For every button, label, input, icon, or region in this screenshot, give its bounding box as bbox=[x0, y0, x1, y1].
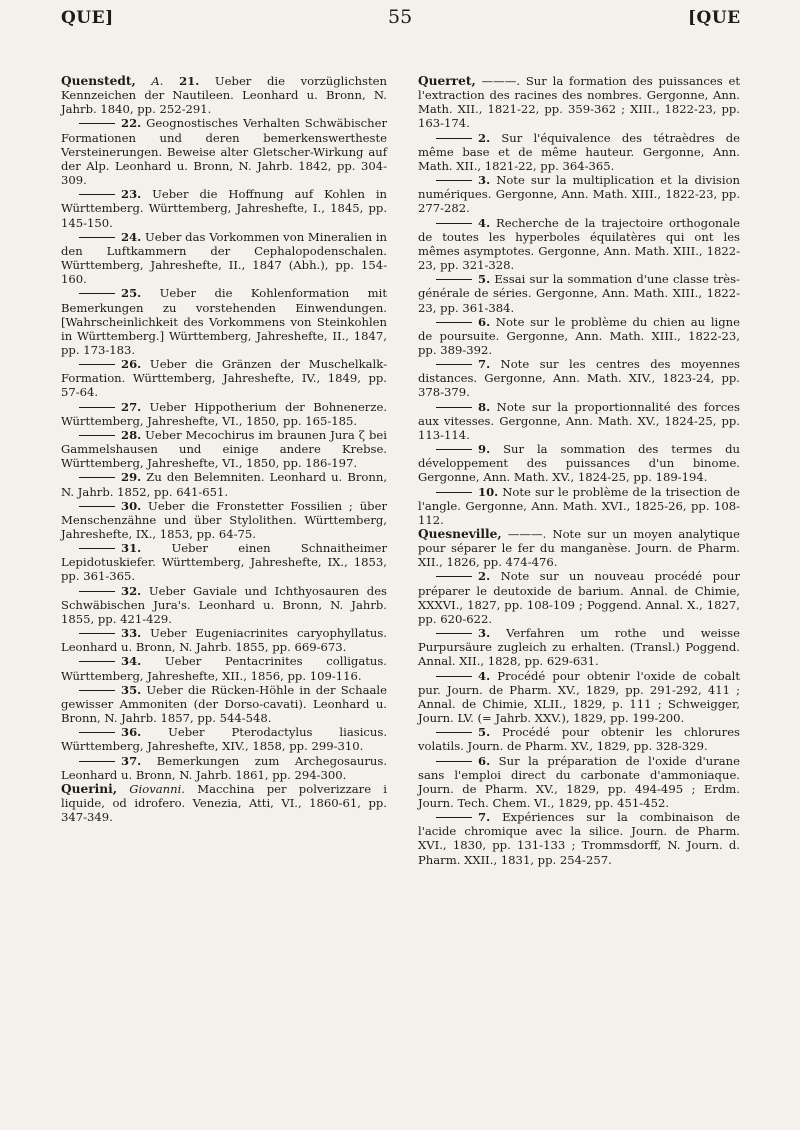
entry-text: Note sur les centres des moyennes distances. Gergonne, Ann. Math. XIV., 1823-24, pp. 378-379. bbox=[418, 357, 741, 400]
author-entry bbox=[61, 782, 387, 824]
ditto-rule bbox=[436, 492, 472, 493]
bibliography-entry bbox=[418, 485, 740, 527]
author-name: Quesneville, bbox=[418, 527, 502, 541]
bibliography-entry bbox=[61, 116, 387, 187]
entry-text: Sur la sommation des termes du développement des puissances d'un binome. Gergonne, Ann. Math. XV., 1824-25, pp. 189-194. bbox=[418, 442, 740, 485]
ditto-rule bbox=[436, 817, 472, 818]
header-right-guide: [QUE bbox=[688, 8, 741, 28]
author-entry bbox=[61, 74, 387, 116]
ditto-rule bbox=[79, 194, 115, 195]
bibliography-entry bbox=[418, 626, 740, 668]
entry-number: 31. bbox=[121, 541, 142, 556]
bibliography-entry bbox=[61, 683, 387, 725]
bibliography-entry bbox=[418, 810, 740, 867]
entry-number: 27. bbox=[121, 399, 142, 414]
left-column bbox=[61, 74, 387, 824]
ditto-rule bbox=[79, 633, 115, 634]
ditto-rule bbox=[436, 180, 472, 181]
bibliography-entry bbox=[61, 541, 387, 583]
ditto-rule bbox=[79, 732, 115, 733]
entry-number: 9. bbox=[478, 442, 491, 457]
entry-number: 28. bbox=[121, 427, 142, 442]
bibliography-entry bbox=[61, 584, 387, 626]
author-initial: ———. bbox=[481, 74, 520, 88]
entry-number: 7. bbox=[478, 810, 491, 825]
bibliography-entry bbox=[61, 654, 387, 682]
entry-number: 4. bbox=[478, 215, 491, 230]
ditto-rule bbox=[79, 293, 115, 294]
entry-number: 6. bbox=[478, 314, 491, 329]
bibliography-entry bbox=[418, 400, 740, 442]
entry-text: Macchina per polverizzare i liquide, od idrofero. Venezia, Atti, VI., 1860-61, pp. 347-349. bbox=[61, 781, 388, 825]
entry-text: Note sur le problème de la trisection de l'angle. Gergonne, Ann. Math. XVI., 1825-26, pp. 108-112. bbox=[418, 484, 740, 527]
entry-text: Sur la formation des puissances et l'extraction des racines des nombres. Gergonne, Ann. Math. XII., 1821-22, pp. 359-362 ; XIII., 1822-23, pp. 163-174. bbox=[418, 74, 740, 131]
bibliography-entry bbox=[418, 357, 740, 399]
ditto-rule bbox=[436, 364, 472, 365]
ditto-rule bbox=[436, 322, 472, 323]
entry-text: Geognostisches Verhalten Schwäbischer Formationen und deren bemerkenswertheste Versteinerungen. Beweise alter Gletscher-Wirkung auf der Alp. Leonhard u. Bronn, N. Jahrb. 1842, pp. 304-309. bbox=[61, 116, 387, 188]
entry-number: 34. bbox=[121, 654, 142, 669]
bibliography-entry bbox=[61, 357, 387, 399]
bibliography-entry bbox=[61, 400, 387, 428]
bibliography-entry bbox=[418, 173, 740, 215]
entry-text: Expériences sur la combinaison de l'acide chromique avec la silice. Journ. de Pharm. XVI., 1830, pp. 131-133 ; Trommsdorff, N. Journ. d. Pharm. XXII., 1831, pp. 254-257. bbox=[418, 810, 741, 867]
entry-number: 35. bbox=[121, 682, 142, 697]
entry-text: Recherche de la trajectoire orthogonale de toutes les hyperboles équilatères qui ont les mêmes asymptotes. Gergonne, Ann. Math. XIII., 1822-23, pp. 321-328. bbox=[418, 215, 740, 273]
ditto-rule bbox=[436, 732, 472, 733]
entry-number: 29. bbox=[121, 470, 142, 485]
ditto-rule bbox=[79, 591, 115, 592]
ditto-rule bbox=[436, 761, 472, 762]
ditto-rule bbox=[436, 223, 472, 224]
bibliography-entry bbox=[61, 725, 387, 753]
entry-number: 26. bbox=[121, 357, 142, 372]
entry-text: Ueber die Hoffnung auf Kohlen in Württemberg. Württemberg, Jahreshefte, I., 1845, pp. 145-150. bbox=[61, 187, 388, 230]
entry-number: 3. bbox=[478, 626, 491, 641]
entry-text: Ueber die vorzüglichsten Kennzeichen der Nautileen. Leonhard u. Bronn, N. Jahrb. 1840, pp. 252-291. bbox=[61, 74, 387, 117]
entry-number: 2. bbox=[478, 569, 491, 584]
entry-number: 37. bbox=[121, 753, 142, 768]
entry-text: Note sur un moyen analytique pour séparer le fer du manganèse. Journ. de Pharm. XII., 1826, pp. 474-476. bbox=[418, 527, 741, 570]
entry-text: Ueber einen Schnaitheimer Lepidotuskiefer. Württemberg, Jahreshefte, IX., 1853, pp. 361-365. bbox=[61, 541, 387, 584]
ditto-rule bbox=[79, 364, 115, 365]
header-left-guide: QUE] bbox=[61, 8, 114, 28]
entry-text: Ueber Pterodactylus liasicus. Württemberg, Jahreshefte, XIV., 1858, pp. 299-310. bbox=[61, 725, 388, 754]
bibliography-entry bbox=[418, 272, 740, 314]
entry-text: Bemerkungen zum Archegosaurus. Leonhard u. Bronn, N. Jahrb. 1861, pp. 294-300. bbox=[61, 753, 387, 782]
entry-text: Ueber Pentacrinites colligatus. Württemberg, Jahreshefte, XII., 1856, pp. 109-116. bbox=[61, 654, 387, 683]
ditto-rule bbox=[79, 407, 115, 408]
entry-text: Procédé pour obtenir les chlorures volatils. Journ. de Pharm. XV., 1829, pp. 328-329. bbox=[418, 725, 741, 754]
author-name: Querret, bbox=[418, 74, 476, 88]
ditto-rule bbox=[79, 477, 115, 478]
entry-number: 2. bbox=[478, 130, 491, 145]
entry-number: 30. bbox=[121, 498, 142, 513]
entry-text: Sur la préparation de l'oxide d'urane sans l'emploi direct du carbonate d'ammoniaque. Journ. de Pharm. XV., 1829, pp. 494-495 ; Erdm. Journ. Tech. Chem. VI., 1829, pp. 451-452. bbox=[418, 753, 740, 810]
entry-number: 23. bbox=[121, 187, 142, 202]
entry-number: 5. bbox=[478, 725, 491, 740]
bibliography-entry bbox=[61, 286, 387, 357]
entry-text: Sur l'équivalence des tétraèdres de même base et de même hauteur. Gergonne, Ann. Math. XII., 1821-22, pp. 364-365. bbox=[418, 130, 741, 173]
bibliography-entry bbox=[61, 428, 387, 470]
entry-number: 24. bbox=[121, 229, 142, 244]
bibliography-entry bbox=[418, 442, 740, 484]
bibliography-entry bbox=[418, 131, 740, 173]
entry-text: Note sur la proportionnalité des forces aux vitesses. Gergonne, Ann. Math. XV., 1824-25, pp. 113-114. bbox=[418, 399, 740, 442]
entry-text: Verfahren um rothe und weisse Purpursäure zugleich zu erhalten. (Transl.) Poggend. Annal. XII., 1828, pp. 629-631. bbox=[418, 626, 740, 669]
entry-number: 21. bbox=[179, 74, 200, 88]
page-number: 55 bbox=[388, 6, 413, 28]
bibliography-entry bbox=[61, 187, 387, 229]
ditto-rule bbox=[79, 548, 115, 549]
author-initial: Giovanni. bbox=[129, 781, 185, 796]
entry-text: Zu den Belemniten. Leonhard u. Bronn, N. Jahrb. 1852, pp. 641-651. bbox=[61, 470, 388, 499]
bibliography-entry bbox=[61, 230, 387, 287]
entry-text: Note sur le problème du chien au ligne de poursuite. Gergonne, Ann. Math. XIII., 1822-23, pp. 389-392. bbox=[418, 314, 740, 357]
ditto-rule bbox=[79, 435, 115, 436]
bibliography-entry bbox=[418, 216, 740, 273]
author-entry bbox=[418, 527, 740, 569]
bibliography-entry bbox=[61, 754, 387, 782]
ditto-rule bbox=[436, 633, 472, 634]
ditto-rule bbox=[436, 138, 472, 139]
entry-text: Essai sur la sommation d'une classe très-générale de séries. Gergonne, Ann. Math. XIII., 1822-23, pp. 361-384. bbox=[418, 272, 740, 315]
entry-number: 3. bbox=[478, 173, 491, 188]
running-header bbox=[0, 0, 800, 30]
author-entry bbox=[418, 74, 740, 131]
entry-text: Ueber das Vorkommen von Mineralien in den Luftkammern der Cephalopodenschalen. Württemberg, Jahreshefte, II., 1847 (Abh.), pp. 154-160. bbox=[61, 229, 387, 287]
bibliography-entry bbox=[418, 315, 740, 357]
bibliography-entry bbox=[61, 626, 387, 654]
ditto-rule bbox=[79, 690, 115, 691]
ditto-rule bbox=[436, 449, 472, 450]
bibliography-entry bbox=[418, 569, 740, 626]
entry-text: Procédé pour obtenir l'oxide de cobalt pur. Journ. de Pharm. XV., 1829, pp. 291-292, 411 ; Annal. de Chimie, XLII., 1829, p. 111 ; Schweigger, Journ. LV. (= Jahrb. XXV.), 1829, pp. 199-200. bbox=[418, 668, 740, 726]
entry-text: Note sur un nouveau procédé pour préparer le deutoxide de barium. Annal. de Chimie, XXXVI., 1827, pp. 108-109 ; Poggend. Annal. X., 1827, pp. 620-622. bbox=[418, 569, 740, 626]
ditto-rule bbox=[436, 576, 472, 577]
entry-text: Note sur la multiplication et la division numériques. Gergonne, Ann. Math. XIII., 1822-23, pp. 277-282. bbox=[418, 173, 741, 216]
entry-number: 8. bbox=[478, 399, 491, 414]
right-column bbox=[418, 74, 740, 867]
ditto-rule bbox=[436, 279, 472, 280]
ditto-rule bbox=[79, 123, 115, 124]
entry-text: Ueber Eugeniacrinites caryophyllatus. Leonhard u. Bronn, N. Jahrb. 1855, pp. 669-673. bbox=[61, 626, 387, 655]
bibliography-entry bbox=[418, 669, 740, 726]
entry-text: Ueber die Kohlenformation mit Bemerkungen zu vorstehenden Einwendungen. [Wahrscheinlichkeit des Vorkommens von Steinkohlen in Württemberg.] Württemberg, Jahreshefte, II., 1847, pp. 173-183. bbox=[61, 286, 388, 357]
ditto-rule bbox=[79, 506, 115, 507]
entry-text: Ueber Gaviale und Ichthyosauren des Schwäbischen Jura's. Leonhard u. Bronn, N. Jahrb. 1855, pp. 421-429. bbox=[61, 583, 388, 626]
author-initial: A. bbox=[151, 74, 164, 88]
entry-number: 6. bbox=[478, 753, 491, 768]
entry-number: 10. bbox=[478, 484, 499, 499]
entry-text: Ueber die Rücken-Höhle in der Schaale gewisser Ammoniten (der Dorso-cavati). Leonhard u. Bronn, N. Jahrb. 1857, pp. 544-548. bbox=[61, 682, 387, 726]
entry-number: 22. bbox=[121, 116, 142, 131]
author-name: Quenstedt, bbox=[61, 74, 136, 88]
entry-number: 5. bbox=[478, 272, 491, 287]
entry-text: Ueber Hippotherium der Bohnenerze. Württemberg, Jahreshefte, VI., 1850, pp. 165-185. bbox=[61, 399, 388, 428]
ditto-rule bbox=[436, 407, 472, 408]
entry-number: 25. bbox=[121, 286, 142, 301]
ditto-rule bbox=[79, 237, 115, 238]
bibliography-entry bbox=[418, 725, 740, 753]
ditto-rule bbox=[79, 661, 115, 662]
entry-text: Ueber die Fronstetter Fossilien ; über Menschenzähne und über Stylolithen. Württemberg, Jahreshefte, IX., 1853, pp. 64-75. bbox=[61, 498, 387, 541]
entry-number: 4. bbox=[478, 668, 491, 683]
entry-text: Ueber die Gränzen der Muschelkalk-Formation. Württemberg, Jahreshefte, IV., 1849, pp. 57-64. bbox=[61, 357, 387, 400]
entry-number: 32. bbox=[121, 583, 142, 598]
bibliography-entry bbox=[418, 754, 740, 811]
bibliography-entry bbox=[61, 470, 387, 498]
entry-number: 36. bbox=[121, 725, 142, 740]
ditto-rule bbox=[436, 676, 472, 677]
author-name: Querini, bbox=[61, 781, 118, 796]
entry-number: 33. bbox=[121, 626, 142, 641]
entry-number: 7. bbox=[478, 357, 491, 372]
bibliography-entry bbox=[61, 499, 387, 541]
entry-text: Ueber Mecochirus im braunen Jura ζ bei Gammelshausen und einige andere Krebse. Württemberg, Jahreshefte, VI., 1850, pp. 186-197. bbox=[61, 427, 387, 471]
author-initial: ———. bbox=[507, 527, 547, 541]
ditto-rule bbox=[79, 761, 115, 762]
